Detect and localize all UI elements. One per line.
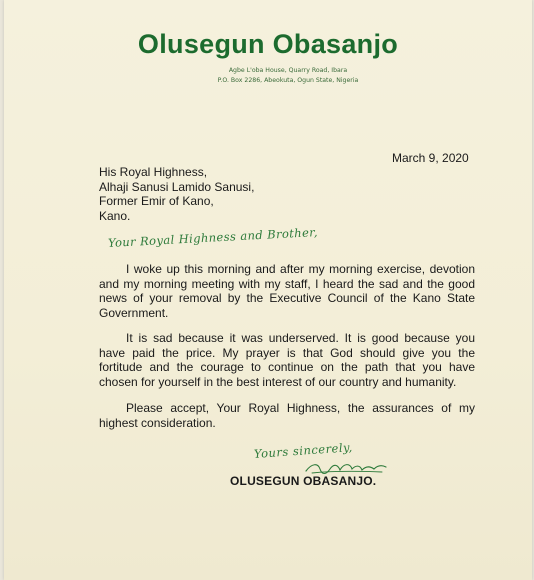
- letterhead-address-line-2: P.O. Box 2286, Abeokuta, Ogun State, Nigeria: [217, 77, 359, 84]
- letterhead-name: Olusegun Obasanjo: [137, 29, 399, 59]
- body-paragraph-1: I woke up this morning and after my morning exercise, devotion and my morning meeting with my staff, I heard the sad and the good news of your removal by the Executive Council of the Kano State Government.: [99, 262, 475, 320]
- letterhead-address-line-1: Agbe L'oba House, Quarry Road, Ibara: [228, 67, 348, 74]
- body-paragraph-3: Please accept, Your Royal Highness, the assurances of my highest consideration.: [99, 401, 475, 430]
- recipient-line-3: Former Emir of Kano,: [99, 194, 214, 208]
- letter-date: March 9, 2020: [392, 151, 469, 165]
- recipient-line-2: Alhaji Sanusi Lamido Sanusi,: [99, 179, 255, 194]
- handwritten-closing: Yours sincerely,: [253, 440, 354, 461]
- body-paragraph-2: It is sad because it was underserved. It is good because you have paid the price. My prayer is that God should give you the fortitude and the courage to continue on the path that you have chosen for yourself in the best interest of our country and humanity.: [99, 331, 475, 389]
- recipient-address: [99, 165, 254, 223]
- letterhead: [4, 28, 532, 86]
- signer-name: OLUSEGUN OBASANJO.: [230, 474, 377, 488]
- handwritten-salutation: Your Royal Highness and Brother,: [107, 225, 319, 250]
- recipient-line-4: Kano.: [99, 208, 131, 223]
- letter-page: [4, 0, 532, 580]
- recipient-line-1: His Royal Highness,: [99, 165, 208, 179]
